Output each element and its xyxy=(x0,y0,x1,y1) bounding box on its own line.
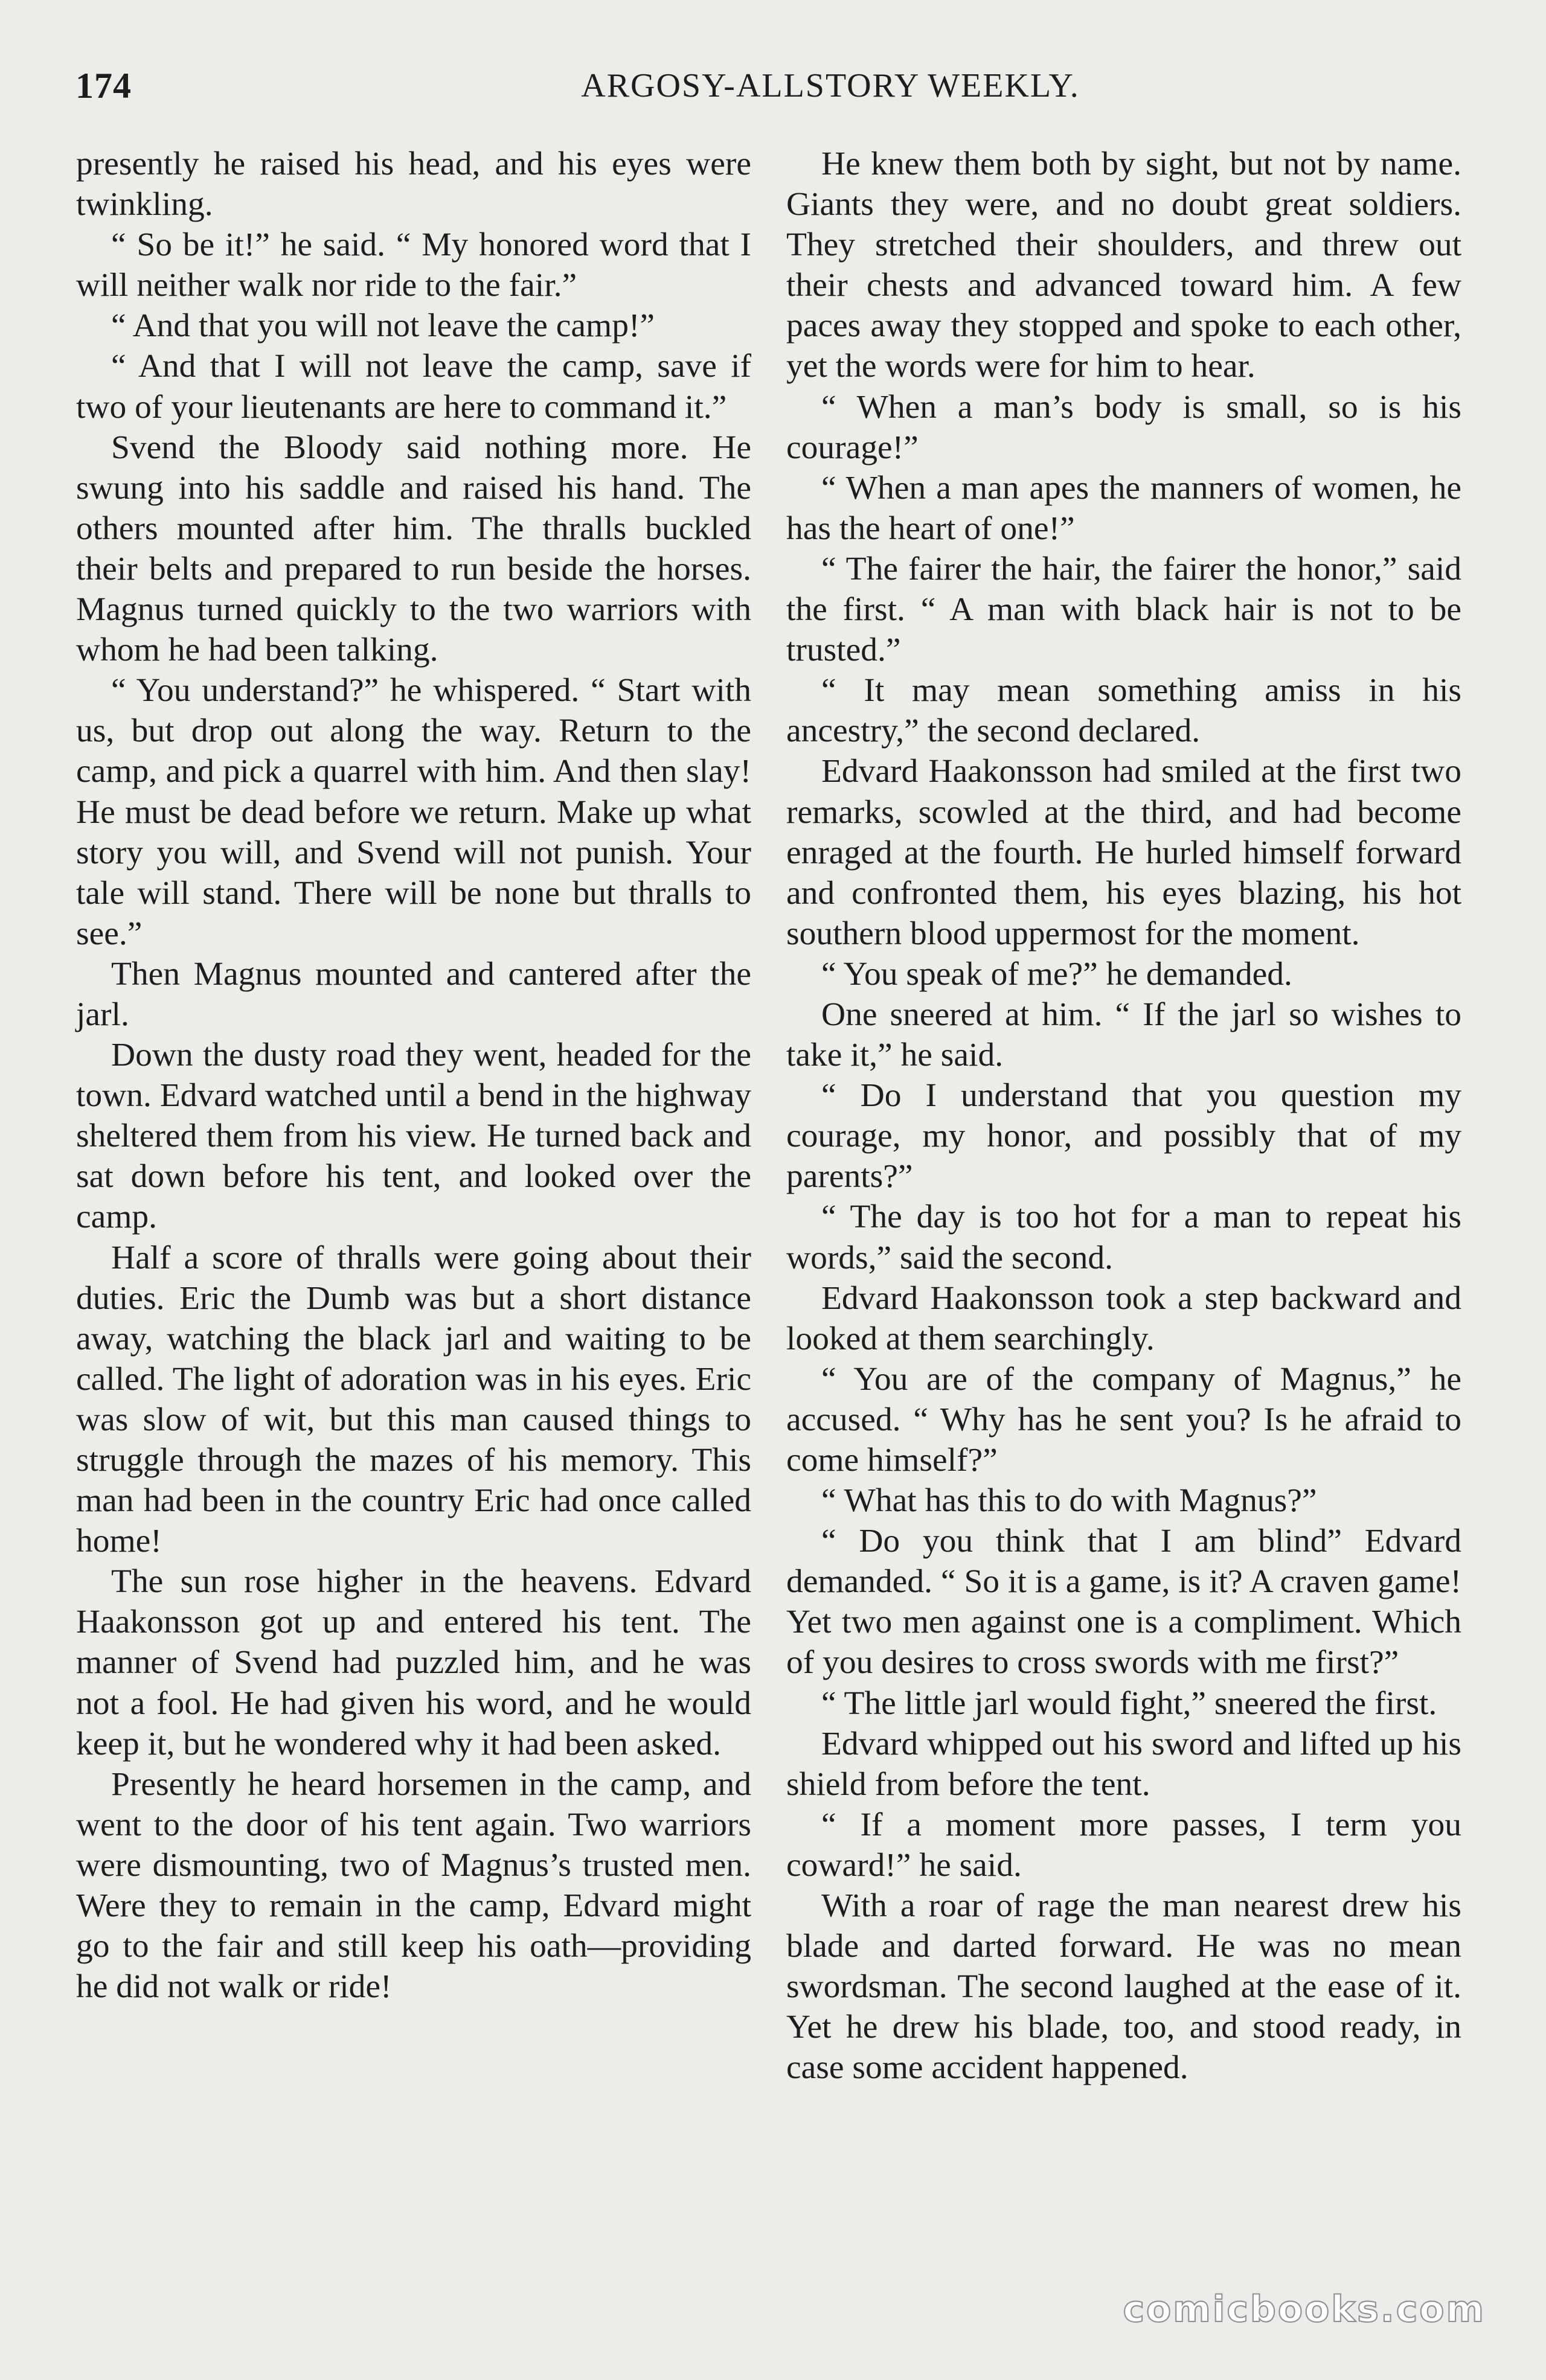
paragraph: “ Do you think that I am blind” Edvard demanded. “ So it is a game, is it? A craven game! Yet two men against one is a compliment. Which of you desires to cross swords with me first?” xyxy=(786,1523,1461,1681)
site-watermark: comicbooks.com xyxy=(1123,2288,1486,2330)
paragraph: One sneered at him. “ If the jarl so wishes to take it,” he said. xyxy=(786,996,1461,1074)
paragraph: Presently he heard horsemen in the camp, and went to the door of his tent again. Two warriors were dismounting, two of Magnus’s trusted men. Were they to remain in the camp, Edvard might go to the fair and still keep his oath—providing he did not walk or ride! xyxy=(76,1765,751,2006)
paragraph: “ What has this to do with Magnus?” xyxy=(821,1482,1317,1520)
page-number: 174 xyxy=(75,66,132,106)
paragraph: Edvard Haakonsson took a step backward and looked at them searchingly. xyxy=(786,1279,1461,1357)
paragraph: “ And that you will not leave the camp!” xyxy=(111,307,655,345)
right-column xyxy=(786,144,1461,2088)
running-head: ARGOSY-ALLSTORY WEEKLY. xyxy=(581,67,1080,104)
paragraph: Edvard Haakonsson had smiled at the first two remarks, scowled at the third, and had become enraged at the fourth. He hurled himself forward and confronted them, his eyes blazing, his hot southern blood uppermost for the moment. xyxy=(786,753,1461,952)
paragraph: The sun rose higher in the heavens. Edvard Haakonsson got up and entered his tent. The manner of Svend had puzzled him, and he was not a fool. He had given his word, and he would keep it, but he wondered why it had been asked. xyxy=(76,1563,751,1762)
paragraph: “ So be it!” he said. “ My honored word that I will neither walk nor ride to the fair.” xyxy=(76,226,751,304)
paragraph: “ The little jarl would fight,” sneered the first. xyxy=(821,1684,1437,1722)
paragraph: Edvard whipped out his sword and lifted up his shield from before the tent. xyxy=(786,1725,1461,1803)
page-header xyxy=(75,65,1471,114)
paragraph: “ You speak of me?” he demanded. xyxy=(821,955,1292,993)
paragraph: Svend the Bloody said nothing more. He swung into his saddle and raised his hand. The others mounted after him. The thralls buckled their belts and prepared to run beside the horses. Magnus turned quickly to the two warriors with whom he had been talking. xyxy=(76,429,751,669)
paragraph: “ When a man’s body is small, so is his courage!” xyxy=(786,388,1461,466)
paragraph: With a roar of rage the man nearest drew his blade and darted forward. He was no mean swordsman. The second laughed at the ease of it. Yet he drew his blade, too, and stood ready, in case some accident happened. xyxy=(786,1887,1461,2087)
paragraph: “ The fairer the hair, the fairer the honor,” said the first. “ A man with black hair is not to be trusted.” xyxy=(786,550,1461,669)
paragraph: “ It may mean something amiss in his ancestry,” the second declared. xyxy=(786,672,1461,750)
paragraph: presently he raised his head, and his eyes were twinkling. xyxy=(76,146,751,223)
paragraph: “ The day is too hot for a man to repeat his words,” said the second. xyxy=(786,1198,1461,1276)
left-column xyxy=(76,144,751,2007)
paragraph: “ And that I will not leave the camp, save if two of your lieutenants are here to command it.” xyxy=(76,348,751,426)
paragraph: Down the dusty road they went, headed for the town. Edvard watched until a bend in the highway sheltered them from his view. He turned back and sat down before his tent, and looked over the camp. xyxy=(76,1037,751,1236)
paragraph: Half a score of thralls were going about their duties. Eric the Dumb was but a short distance away, watching the black jarl and waiting to be called. The light of adoration was in his eyes. Eric was slow of wit, but this man caused things to struggle through the mazes of his memory. This man had been in the country Eric had once called home! xyxy=(76,1239,751,1560)
paragraph: “ Do I understand that you question my courage, my honor, and possibly that of my parents?” xyxy=(786,1077,1461,1195)
paragraph: “ If a moment more passes, I term you coward!” he said. xyxy=(786,1806,1461,1884)
paragraph: “ You understand?” he whispered. “ Start with us, but drop out along the way. Return to the camp, and pick a quarrel with him. And then slay! He must be dead before we return. Make up what story you will, and Svend will not punish. Your tale will stand. There will be none but thralls to see.” xyxy=(76,672,751,952)
paragraph: “ When a man apes the manners of women, he has the heart of one!” xyxy=(786,469,1461,547)
paragraph: He knew them both by sight, but not by name. Giants they were, and no doubt great soldiers. They stretched their shoulders, and threw out their chests and advanced toward him. A few paces away they stopped and spoke to each other, yet the words were for him to hear. xyxy=(786,146,1461,385)
paragraph: Then Magnus mounted and cantered after the jarl. xyxy=(76,955,751,1033)
paragraph: “ You are of the company of Magnus,” he accused. “ Why has he sent you? Is he afraid to come himself?” xyxy=(786,1360,1461,1479)
